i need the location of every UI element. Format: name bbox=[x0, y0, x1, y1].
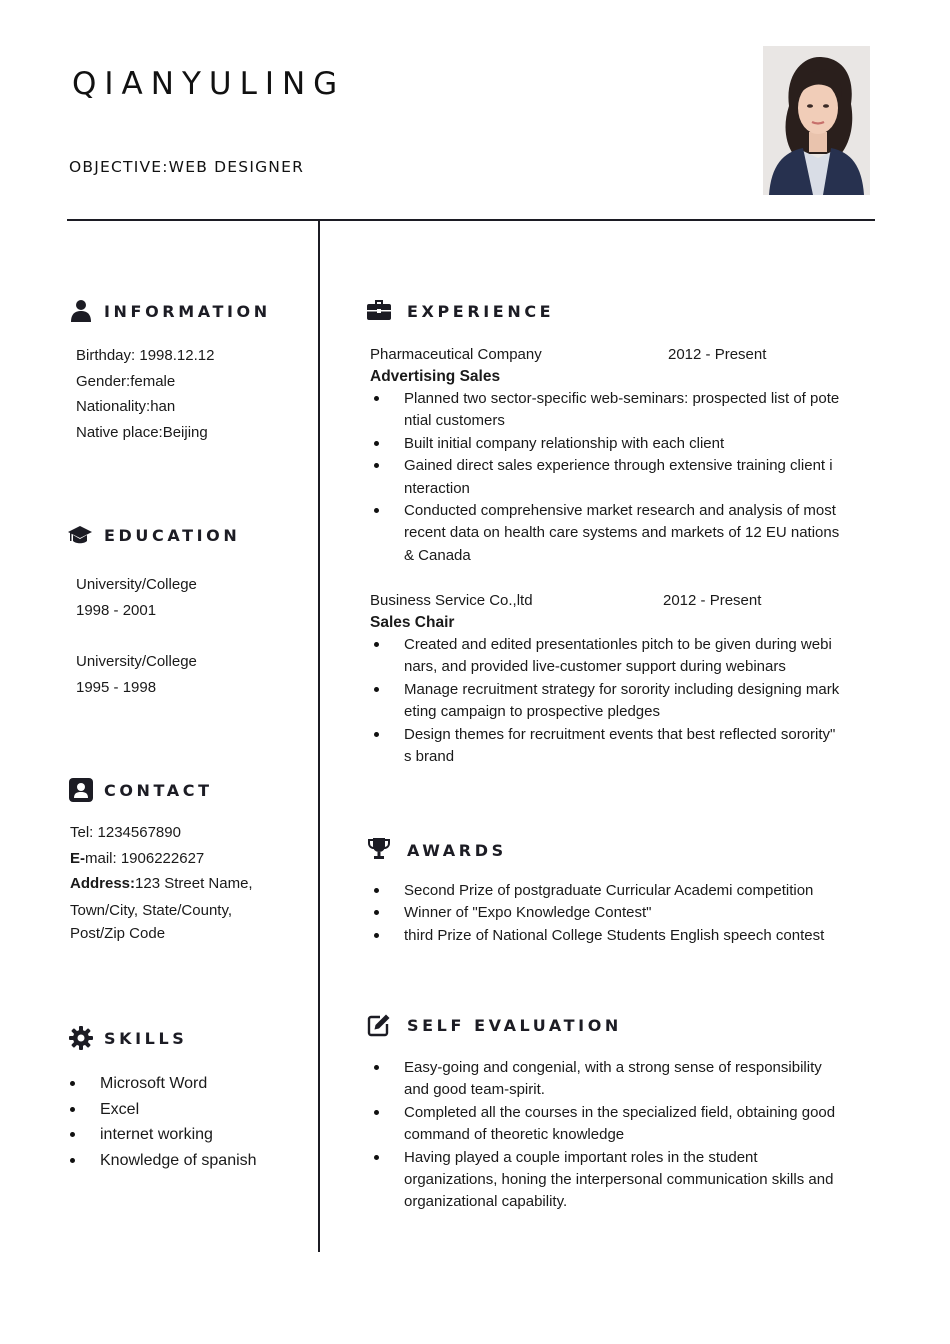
edit-icon bbox=[367, 1013, 391, 1037]
job-bullets bbox=[404, 388, 874, 567]
information-title: INFORMATION bbox=[104, 302, 271, 321]
education-entry bbox=[76, 572, 197, 623]
contact-details bbox=[70, 820, 253, 947]
list-item: internet working bbox=[100, 1122, 257, 1148]
address-line: Town/City, State/County, bbox=[70, 901, 233, 919]
resume-name: QIANYULING bbox=[72, 66, 346, 102]
list-item: Gained direct sales experience through extensive training client i nteraction bbox=[404, 455, 874, 500]
list-item: third Prize of National College Students English speech contest bbox=[404, 925, 874, 947]
job-company: Pharmaceutical Company bbox=[370, 346, 542, 363]
email: E-mail: 1906222627 bbox=[70, 849, 205, 867]
list-item: Easy-going and congenial, with a strong sense of responsibility and good team-spirit. bbox=[404, 1057, 874, 1102]
briefcase-icon bbox=[367, 298, 391, 322]
list-item: Built initial company relationship with each client bbox=[404, 433, 874, 455]
information-details bbox=[76, 343, 214, 445]
trophy-icon bbox=[367, 837, 391, 861]
address-line: Post/Zip Code bbox=[70, 925, 166, 942]
birthday: Birthday: 1998.12.12 bbox=[76, 347, 215, 364]
experience-title: EXPERIENCE bbox=[407, 302, 555, 321]
list-item: Knowledge of spanish bbox=[100, 1148, 257, 1174]
job-bullets bbox=[404, 634, 874, 768]
tel: Tel: 1234567890 bbox=[70, 824, 181, 841]
education-title: EDUCATION bbox=[104, 526, 241, 545]
list-item: Manage recruitment strategy for sorority including designing mark eting campaign to prospective pledges bbox=[404, 679, 874, 724]
skills-list bbox=[100, 1071, 257, 1174]
education-years: 1995 - 1998 bbox=[76, 678, 157, 696]
job-company: Business Service Co.,ltd bbox=[370, 592, 533, 609]
job-role: Sales Chair bbox=[370, 614, 455, 631]
address: Address:123 Street Name, bbox=[70, 875, 253, 892]
native-place: Native place:Beijing bbox=[76, 423, 208, 441]
contact-title: CONTACT bbox=[104, 781, 213, 800]
list-item: Microsoft Word bbox=[100, 1071, 257, 1097]
self-evaluation-title: SELF EVALUATION bbox=[407, 1016, 622, 1035]
job-dates: 2012 - Present bbox=[663, 592, 762, 609]
user-icon bbox=[69, 298, 93, 322]
job-role: Advertising Sales bbox=[370, 368, 501, 385]
header-divider bbox=[67, 219, 875, 221]
objective: OBJECTIVE:WEB DESIGNER bbox=[69, 158, 305, 176]
education-school: University/College bbox=[76, 653, 197, 670]
list-item: Completed all the courses in the specialized field, obtaining good command of theoretic knowledge bbox=[404, 1102, 874, 1147]
awards-list bbox=[404, 880, 874, 947]
gear-icon bbox=[69, 1026, 93, 1050]
self-evaluation-list bbox=[404, 1057, 874, 1214]
list-item: Second Prize of postgraduate Curricular Academi competition bbox=[404, 880, 874, 902]
education-school: University/College bbox=[76, 576, 197, 593]
list-item: Created and edited presentationles pitch to be given during webi nars, and provided live-customer support during webinars bbox=[404, 634, 874, 679]
graduation-cap-icon bbox=[68, 523, 92, 547]
profile-photo bbox=[763, 46, 870, 195]
education-years: 1998 - 2001 bbox=[76, 601, 157, 619]
list-item: Planned two sector-specific web-seminars: prospected list of pote ntial customers bbox=[404, 388, 874, 433]
job-dates: 2012 - Present bbox=[668, 346, 767, 363]
list-item: Having played a couple important roles in the student organizations, honing the interpersonal communication skills and organizational capability. bbox=[404, 1147, 874, 1214]
gender: Gender:female bbox=[76, 372, 176, 390]
list-item: Excel bbox=[100, 1097, 257, 1123]
list-item: Design themes for recruitment events that best reflected sorority" s brand bbox=[404, 724, 874, 769]
skills-title: SKILLS bbox=[104, 1029, 188, 1048]
awards-title: AWARDS bbox=[407, 841, 507, 860]
list-item: Winner of "Expo Knowledge Contest" bbox=[404, 902, 874, 924]
column-divider bbox=[318, 221, 320, 1252]
contact-card-icon bbox=[69, 778, 93, 802]
nationality: Nationality:han bbox=[76, 398, 176, 415]
list-item: Conducted comprehensive market research and analysis of most recent data on health care systems and markets of 12 EU nations & Canada bbox=[404, 500, 874, 567]
education-entry bbox=[76, 649, 197, 700]
